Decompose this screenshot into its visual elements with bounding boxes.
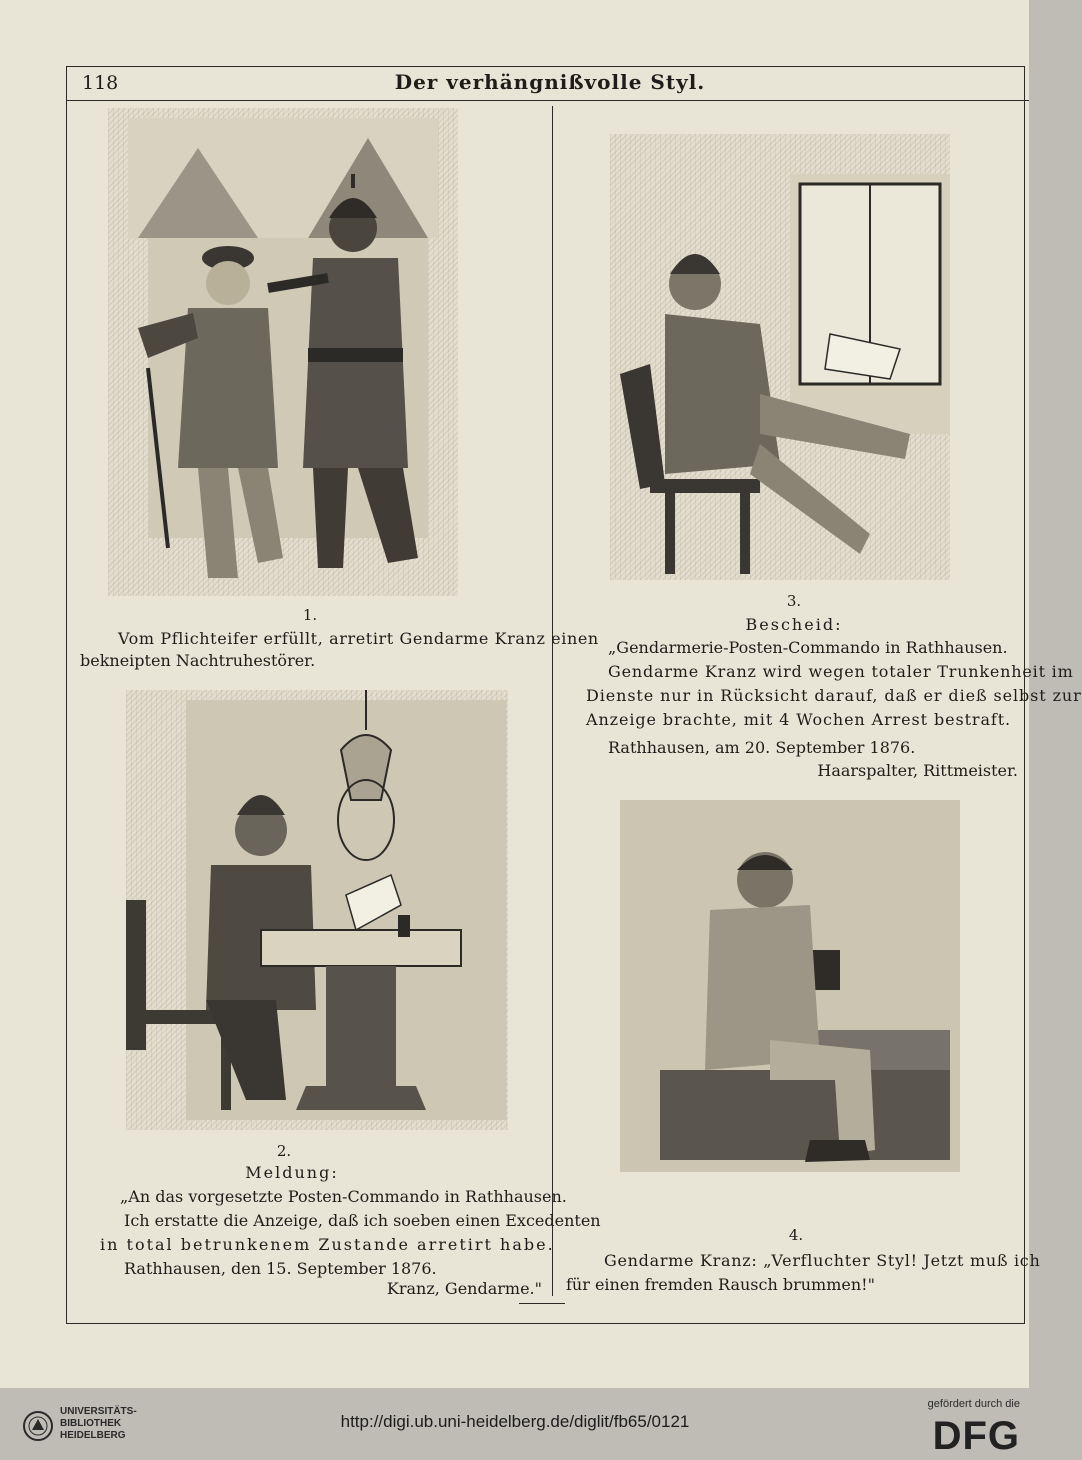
panel-4-number: 4. [788, 1226, 804, 1244]
end-rule [519, 1303, 565, 1304]
dfg-logo: DFG [932, 1414, 1020, 1458]
page-title: Der verhängnißvolle Styl. [394, 70, 706, 94]
column-divider [552, 106, 553, 1296]
panel-2-line-2: Ich erstatte die Anzeige, daß ich soeben einen Excedenten [124, 1211, 601, 1230]
panel-2-line-1: „An das vorgesetzte Posten-Commando in Rathhausen. [120, 1187, 567, 1206]
panel-4-caption-line-2: für einen fremden Rausch brummen!" [566, 1275, 875, 1294]
panel-1-number: 1. [302, 606, 318, 624]
sponsor-text: gefördert durch die [927, 1398, 1020, 1410]
panel-3-heading: Bescheid: [745, 615, 843, 634]
university-seal-icon [22, 1410, 54, 1442]
panel-3-line-1: „Gendarmerie-Posten-Commando in Rathhausen. [608, 638, 1008, 657]
panel-2-number: 2. [276, 1142, 292, 1160]
illustration-4 [620, 800, 960, 1172]
panel-2-place-date: Rathhausen, den 15. September 1876. [124, 1259, 437, 1278]
illustration-3 [610, 134, 950, 580]
panel-4-caption-line-1: Gendarme Kranz: „Verfluchter Styl! Jetzt muß ich [604, 1251, 1041, 1270]
panel-2-signature: Kranz, Gendarme." [386, 1279, 542, 1298]
panel-3-line-2: Gendarme Kranz wird wegen totaler Trunkenheit im [608, 662, 1074, 681]
panel-2-heading: Meldung: [245, 1163, 339, 1182]
panel-3-signature: Haarspalter, Rittmeister. [817, 761, 1018, 780]
illustration-1 [108, 108, 458, 596]
panel-1-caption-line-2: bekneipten Nachtruhestörer. [80, 651, 316, 670]
panel-3-number: 3. [786, 592, 802, 610]
panel-3-line-3: Dienste nur in Rücksicht darauf, daß er dieß selbst zur [586, 686, 1082, 705]
institution-name: UNIVERSITÄTS- BIBLIOTHEK HEIDELBERG [60, 1406, 137, 1441]
header-rule [66, 100, 1029, 101]
illustration-2 [126, 690, 508, 1130]
panel-1-caption-line-1: Vom Pflichteifer erfüllt, arretirt Gendarme Kranz einen [118, 629, 599, 648]
panel-2-line-3: in total betrunkenem Zustande arretirt habe. [100, 1235, 555, 1254]
panel-3-place-date: Rathhausen, am 20. September 1876. [608, 738, 916, 757]
viewer-footer [0, 1388, 1029, 1460]
source-url[interactable]: http://digi.ub.uni-heidelberg.de/diglit/fb65/0121 [340, 1412, 690, 1431]
page-number: 118 [82, 72, 119, 94]
panel-3-line-4: Anzeige brachte, mit 4 Wochen Arrest bestraft. [586, 710, 1012, 729]
